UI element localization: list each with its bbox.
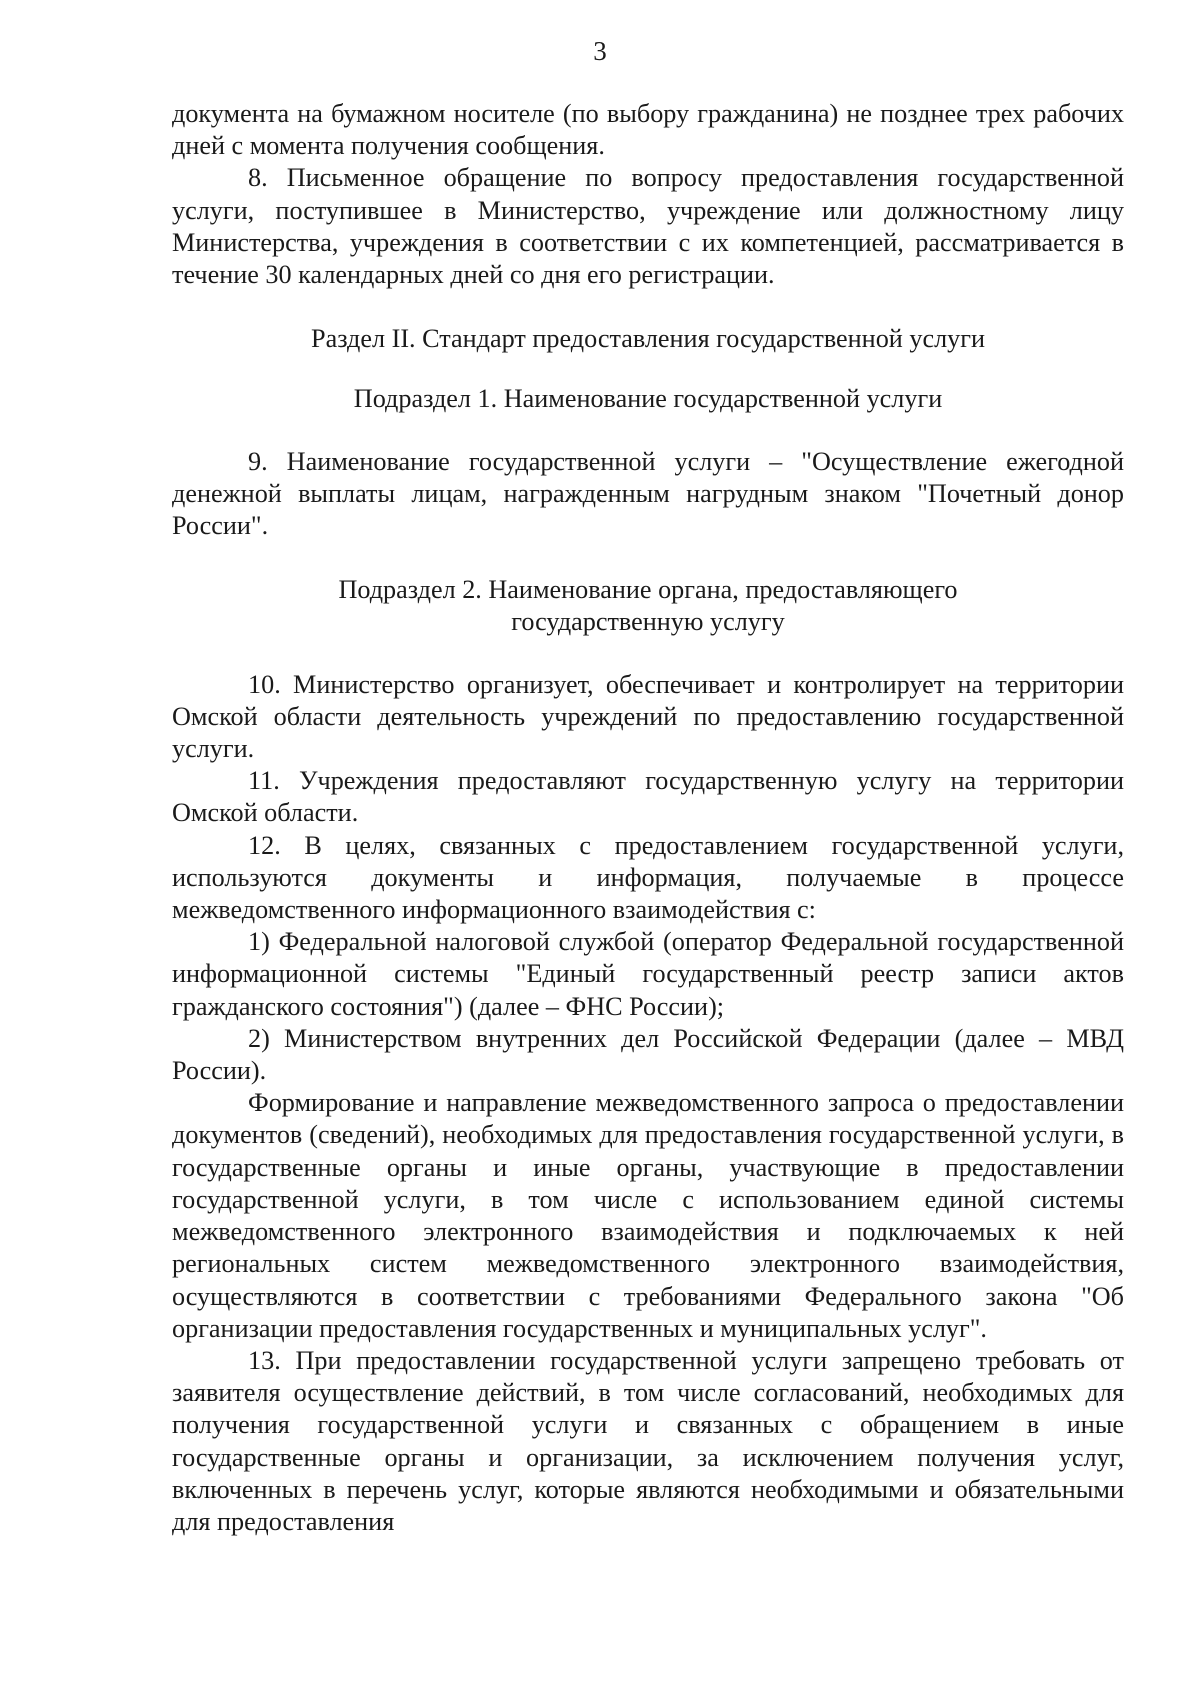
paragraph-12: 12. В целях, связанных с предоставлением государственной услуги, используются документы и информация, получаемые в процессе межведомственного информационного взаимодействия с: xyxy=(172,830,1124,925)
paragraph-10: 10. Министерство организует, обеспечивает и контролирует на территории Омской области деятельность учреждений по предоставлению государственной услуги. xyxy=(172,669,1124,764)
page-number: 3 xyxy=(593,36,607,66)
document-body xyxy=(172,98,1124,1538)
subsection-2-heading xyxy=(172,574,1124,638)
paragraph-13: 13. При предоставлении государственной услуги запрещено требовать от заявителя осуществление действий, в том числе согласований, необходимых для получения государственной услуги и связанных с обращением в иные государственные органы и организации, за исключением получения услуг, включенных в перечень услуг, которые являются необходимыми и обязательными для предоставления xyxy=(172,1345,1124,1536)
section-2-heading: Раздел II. Стандарт предоставления государственной услуги xyxy=(311,324,985,354)
subsection-2-heading-line-2: государственную услугу xyxy=(511,607,785,637)
paragraph-12-item-1: 1) Федеральной налоговой службой (оператор Федеральной государственной информационной системы "Единый государственный реестр записи актов гражданского состояния") (далее – ФНС России); xyxy=(172,927,1124,1021)
paragraph-12-item-2: 2) Министерством внутренних дел Российской Федерации (далее – МВД России). xyxy=(172,1023,1124,1086)
paragraph-11: 11. Учреждения предоставляют государственную услугу на территории Омской области. xyxy=(172,766,1124,828)
subsection-2-heading-line-1: Подраздел 2. Наименование органа, предоставляющего xyxy=(338,575,958,605)
paragraph-9: 9. Наименование государственной услуги – "Осуществление ежегодной денежной выплаты лицам, награжденным нагрудным знаком "Почетный донор России". xyxy=(172,446,1124,541)
paragraph-12-interagency-request: Формирование и направление межведомственного запроса о предоставлении документов (сведений), необходимых для предоставления государственной услуги, в государственные органы и иные органы, участвующие в предоставлении государственной услуги, в том числе с использованием единой системы межведомственного электронного взаимодействия и подключаемых к ней региональных систем межведомственного электронного взаимодействия, осуществляются в соответствии с требованиями Федерального закона "Об организации предоставления государственных и муниципальных услуг". xyxy=(172,1088,1124,1343)
paragraph-continued: документа на бумажном носителе (по выбору гражданина) не позднее трех рабочих дней с момента получения сообщения. xyxy=(172,99,1124,161)
subsection-1-heading: Подраздел 1. Наименование государственной услуги xyxy=(353,384,943,414)
paragraph-8: 8. Письменное обращение по вопросу предоставления государственной услуги, поступившее в Министерство, учреждение или должностному лицу Министерства, учреждения в соответствии с их компетенцией, рассматривается в течение 30 календарных дней со дня его регистрации. xyxy=(172,163,1124,290)
